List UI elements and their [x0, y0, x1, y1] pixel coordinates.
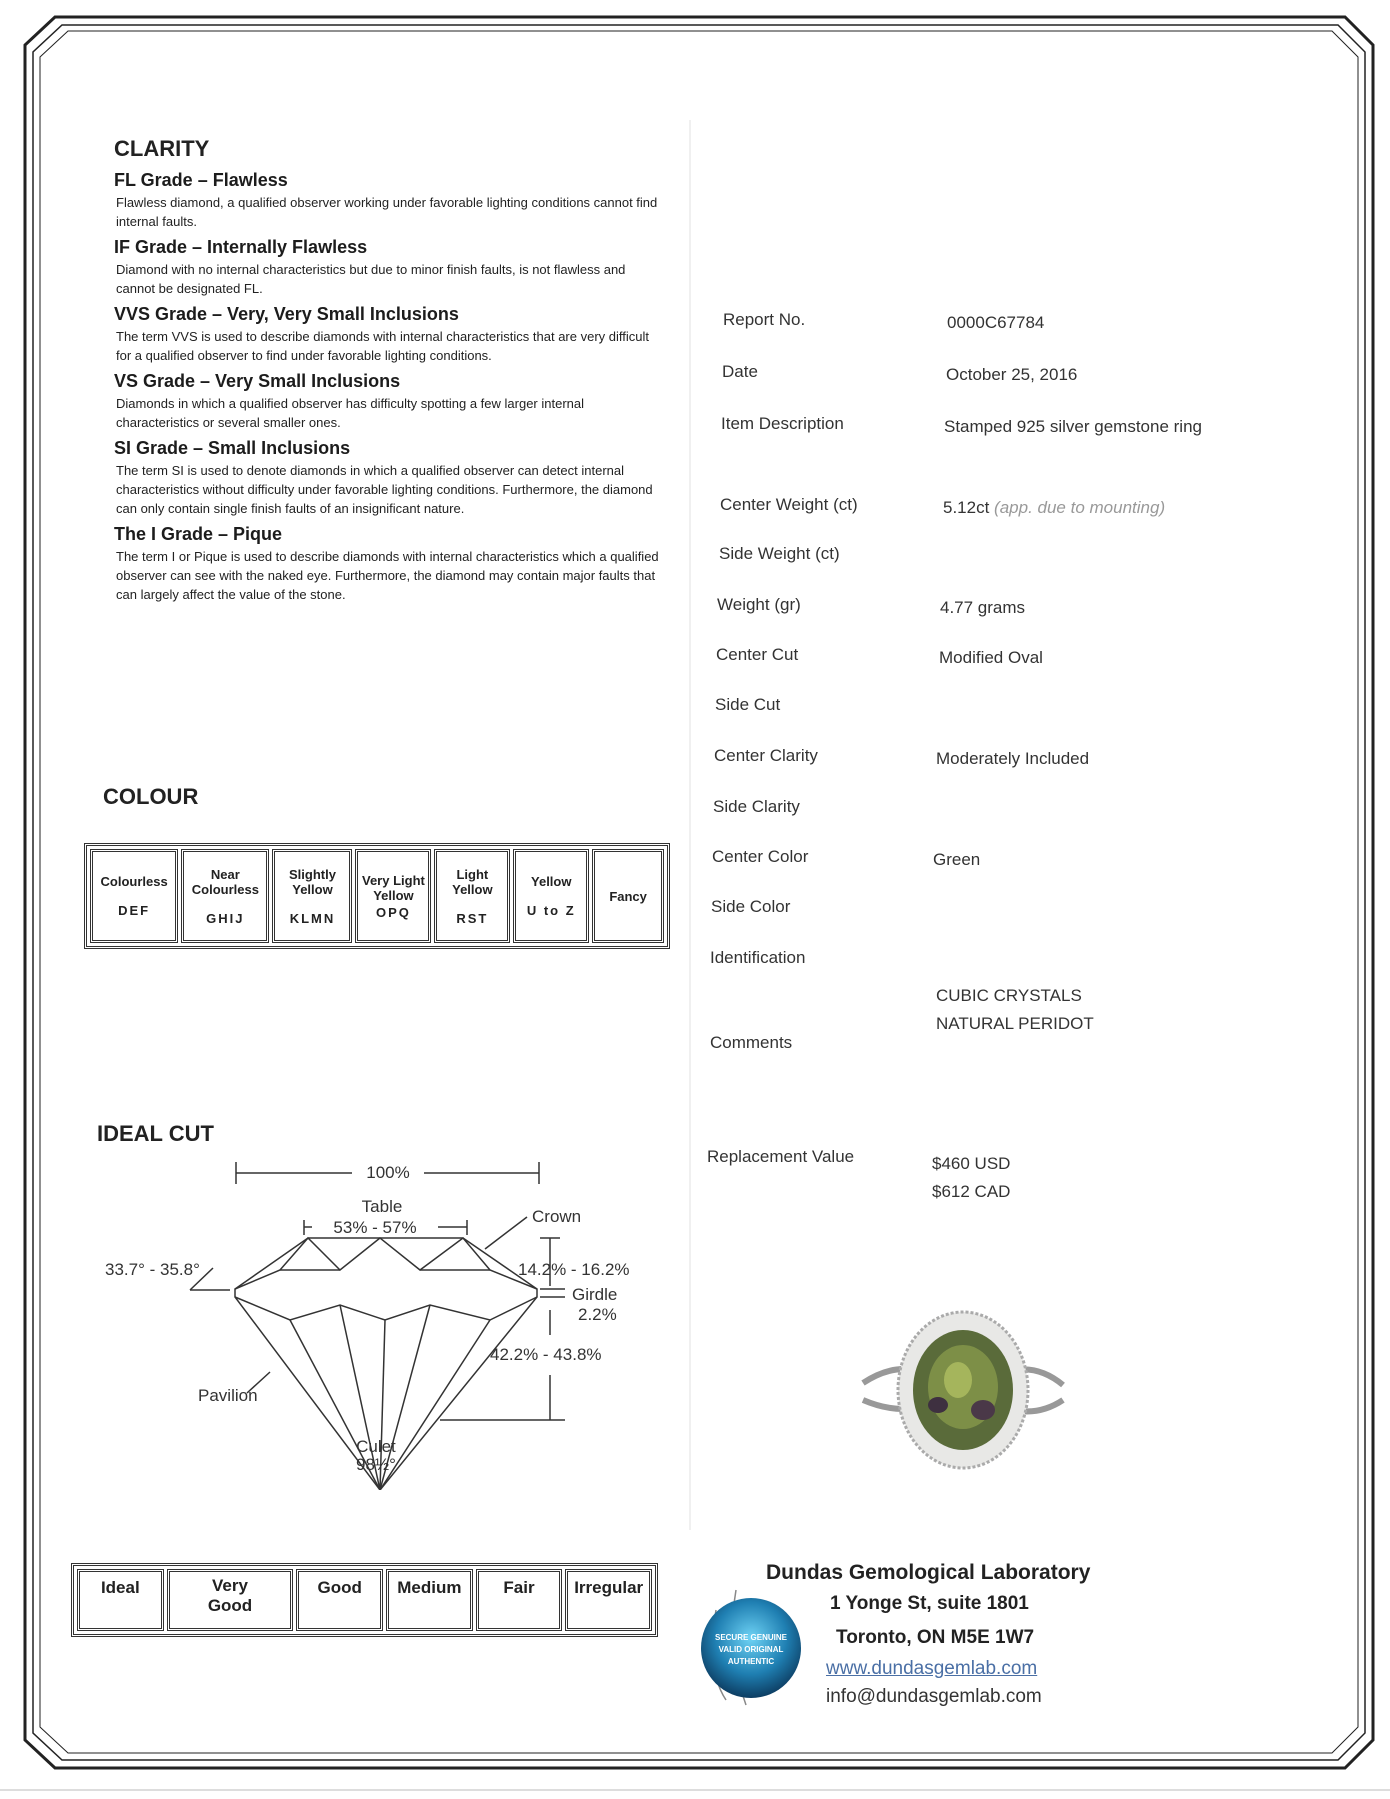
clarity-grade: [114, 304, 661, 365]
report-row-label: Report No.: [723, 310, 806, 329]
culet-label-group: [356, 1438, 396, 1474]
value-note: (app. due to mounting): [994, 498, 1166, 517]
value-text: Moderately Included: [936, 749, 1090, 768]
colour-cell: [90, 849, 178, 943]
value-text: 0000C67784: [947, 313, 1045, 332]
svg-text:VALID ORIGINAL: VALID ORIGINAL: [718, 1645, 784, 1654]
cut-grade-cell: Good: [296, 1569, 383, 1631]
svg-text:SECURE GENUINE: SECURE GENUINE: [714, 1633, 788, 1642]
colour-name: Very Light Yellow: [362, 872, 425, 903]
table-range-label: 53% - 57%: [333, 1218, 417, 1237]
grade-heading: VVS Grade – Very, Very Small Inclusions: [114, 304, 459, 324]
report-row-value: [946, 361, 1216, 388]
value-text: Stamped 925 silver gemstone ring: [944, 417, 1202, 436]
clarity-grade: [114, 371, 661, 432]
report-row-label: Center Color: [712, 847, 809, 866]
colour-code: GHIJ: [206, 910, 245, 926]
lab-email: info@dundasgemlab.com: [826, 1686, 1042, 1707]
clarity-title: CLARITY: [114, 136, 210, 161]
hologram-seal: [696, 1570, 806, 1710]
report-row-label: Weight (gr): [717, 595, 801, 614]
crown-angle-label: 33.7° - 35.8°: [105, 1260, 200, 1279]
colour-name: Near Colourless: [191, 866, 259, 897]
colour-code: OPQ: [375, 904, 411, 920]
culet-angle-label: 98½°: [356, 1455, 396, 1474]
pavilion-label: Pavilion: [198, 1386, 258, 1405]
lab-address-line2: Toronto, ON M5E 1W7: [836, 1627, 1035, 1648]
report-row-label: Side Color: [711, 897, 791, 916]
clarity-section: [114, 136, 661, 610]
colour-cell: [181, 849, 269, 943]
report-row-value: [933, 846, 1203, 873]
clarity-grade: [114, 170, 661, 231]
colour-code: DEF: [118, 903, 151, 918]
grade-description: Diamond with no internal characteristics but due to minor finish faults, is not flawless and cannot be designated FL.: [116, 262, 626, 296]
grade-description: The term SI is used to denote diamonds in which a qualified observer can detect internal characteristics without difficulty under favorable lighting conditions. Furthermore, the diamond can only contain single finish faults of an insignificant nature.: [116, 463, 653, 516]
lab-website-link[interactable]: www.dundasgemlab.com: [826, 1658, 1038, 1679]
report-row-label: Side Cut: [715, 695, 781, 714]
ideal-cut-title: IDEAL CUT: [97, 1121, 214, 1146]
svg-text:AUTHENTIC: AUTHENTIC: [727, 1657, 775, 1666]
replacement-cad: $612 CAD: [932, 1182, 1011, 1201]
grade-description: The term VVS is used to describe diamonds with internal characteristics that are very difficult for a qualified observer to find under favorable lighting conditions.: [116, 329, 649, 363]
culet-label: Culet: [356, 1437, 396, 1456]
colour-name: Slightly Yellow: [289, 866, 336, 897]
grade-heading: SI Grade – Small Inclusions: [114, 438, 351, 458]
cut-grade-table: [71, 1563, 658, 1637]
report-row-value: [947, 309, 1217, 336]
grade-heading: IF Grade – Internally Flawless: [114, 237, 368, 257]
value-text: Modified Oval: [939, 648, 1043, 667]
report-row-value: [939, 644, 1209, 671]
cut-grade-cell: Very Good: [167, 1569, 294, 1631]
clarity-grade: [114, 237, 661, 298]
replacement-usd: $460 USD: [932, 1154, 1011, 1173]
table-label: Table: [361, 1197, 403, 1216]
value-text: October 25, 2016: [946, 365, 1078, 384]
grade-description: The term I or Pique is used to describe diamonds with internal characteristics which a qualified observer can see with the naked eye. Furthermore, the diamond may contain major faults that can largely affect the value of the stone.: [116, 549, 659, 602]
replacement-value-label: Replacement Value: [707, 1147, 855, 1166]
lab-name: Dundas Gemological Laboratory: [766, 1561, 1091, 1584]
colour-name: Light Yellow: [452, 866, 493, 897]
girdle-value-label: 2.2%: [578, 1305, 617, 1324]
colour-name: Fancy: [609, 888, 647, 904]
comments-label: Comments: [710, 1033, 793, 1052]
report-row-label: Side Weight (ct): [719, 544, 840, 563]
colour-cell: [513, 849, 589, 943]
grade-heading: VS Grade – Very Small Inclusions: [114, 371, 401, 391]
report-row-label: Center Clarity: [714, 746, 818, 765]
identification-line: CUBIC CRYSTALS: [936, 986, 1082, 1005]
report-row-label: Side Clarity: [713, 797, 800, 816]
grade-description: Diamonds in which a qualified observer has difficulty spotting a few larger internal characteristics or several smaller ones.: [116, 396, 585, 430]
colour-code: U to Z: [526, 903, 576, 918]
report-row-label: Date: [722, 362, 758, 381]
colour-name: Yellow: [531, 874, 572, 889]
cut-grade-cell: Irregular: [565, 1569, 652, 1631]
lab-address-line1: 1 Yonge St, suite 1801: [830, 1593, 1029, 1614]
report-row-value: [943, 494, 1213, 521]
replacement-value: [932, 1150, 1010, 1206]
report-row-label: Center Weight (ct): [720, 495, 858, 514]
value-text: 4.77 grams: [940, 598, 1026, 617]
pavilion-depth-label: 42.2% - 43.8%: [490, 1345, 602, 1364]
girdle-label: Girdle: [572, 1285, 618, 1304]
value-text: 5.12ct: [943, 498, 990, 517]
ring-photo: [858, 1305, 1068, 1475]
colour-scale-table: [84, 843, 670, 949]
cut-grade-cell: Medium: [386, 1569, 473, 1631]
colour-code: RST: [456, 910, 489, 926]
colour-code: KLMN: [289, 910, 336, 926]
clarity-grade: [114, 438, 661, 518]
report-row-value: [936, 745, 1206, 772]
value-text: Green: [933, 850, 981, 869]
report-row-value: [944, 413, 1214, 440]
colour-cell: [434, 849, 510, 943]
width-label: 100%: [366, 1163, 410, 1182]
crown-label: Crown: [532, 1207, 582, 1226]
crown-height-label: 14.2% - 16.2%: [518, 1260, 630, 1279]
colour-title: COLOUR: [103, 784, 199, 809]
grade-heading: The I Grade – Pique: [114, 524, 283, 544]
report-row-label: Identification: [710, 948, 806, 967]
grade-heading: FL Grade – Flawless: [114, 170, 288, 190]
report-row-label: Item Description: [721, 414, 844, 433]
clarity-grade: [114, 524, 661, 604]
colour-name: Colourless: [100, 874, 168, 889]
identification-value: [936, 982, 1094, 1038]
colour-cell: [272, 849, 352, 943]
report-row-value: [940, 594, 1210, 621]
cut-grade-cell: Fair: [476, 1569, 563, 1631]
colour-cell: [355, 849, 431, 943]
report-row-label: Center Cut: [716, 645, 799, 664]
grade-description: Flawless diamond, a qualified observer working under favorable lighting conditions cannot find internal faults.: [116, 195, 658, 229]
identification-line: NATURAL PERIDOT: [936, 1014, 1094, 1033]
cut-grade-cell: Ideal: [77, 1569, 164, 1631]
colour-cell: [592, 849, 664, 943]
